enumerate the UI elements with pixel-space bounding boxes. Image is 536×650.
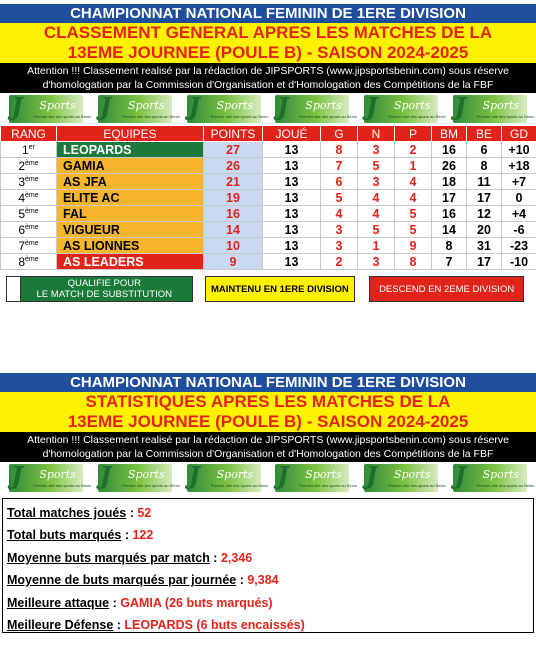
stat-label: Total matches joués — [7, 506, 127, 520]
rank-suffix: ème — [25, 159, 39, 167]
points-cell: 26 — [204, 158, 263, 174]
points-cell: 27 — [204, 142, 263, 158]
logo-brand: Sports — [482, 468, 520, 481]
team-cell: GAMIA — [57, 158, 204, 174]
team-cell: ELITE AC — [57, 190, 204, 206]
team-cell: VIGUEUR — [57, 222, 204, 238]
rank-cell — [1, 254, 57, 270]
goal-diff-cell: +7 — [502, 174, 536, 190]
rank-suffix: ème — [25, 191, 39, 199]
logo-brand: Sports — [305, 99, 342, 112]
jipsports-logo — [275, 92, 358, 123]
goals-for-cell: 16 — [432, 206, 467, 222]
played-cell: 13 — [263, 142, 321, 158]
wins-cell: 3 — [321, 238, 358, 254]
wins-cell: 2 — [321, 254, 358, 270]
table-row — [1, 222, 536, 238]
logo-tagline: Premier site des sports au Bénin — [33, 114, 92, 119]
rank-number: 6 — [18, 222, 26, 237]
stat-value: GAMIA (26 buts marqués) — [120, 595, 273, 610]
rank-number: 3 — [18, 174, 26, 189]
logo-mark-icon: J — [277, 461, 289, 490]
logo-brand: Sports — [216, 99, 254, 112]
stat-value: 52 — [137, 506, 152, 520]
losses-cell: 9 — [395, 238, 432, 254]
logo-brand: Sports — [393, 468, 431, 481]
rank-suffix: ème — [25, 223, 39, 231]
goals-for-cell: 7 — [432, 254, 467, 270]
draws-cell: 5 — [358, 222, 395, 238]
rank-number: 5 — [18, 206, 26, 221]
stat-value: 2,346 — [220, 550, 253, 565]
stat-value: 122 — [132, 528, 154, 543]
stat-line — [7, 547, 529, 569]
column-header: G — [321, 126, 358, 142]
goals-against-cell: 8 — [467, 158, 502, 174]
logo-mark-icon: J — [99, 92, 112, 121]
team-cell: FAL — [57, 206, 204, 222]
losses-cell: 5 — [395, 206, 432, 222]
points-cell: 14 — [204, 222, 263, 238]
legend-swatch — [7, 277, 21, 301]
losses-cell: 4 — [395, 174, 432, 190]
points-cell: 16 — [204, 206, 263, 222]
goals-against-cell: 20 — [467, 222, 502, 238]
stat-line — [7, 569, 529, 591]
jipsports-logo — [453, 92, 535, 123]
column-header: GD — [502, 126, 536, 142]
rank-suffix: ème — [25, 255, 39, 263]
jipsports-logo — [364, 92, 446, 123]
draws-cell: 4 — [358, 190, 395, 206]
goals-for-cell: 8 — [432, 238, 467, 254]
logo-mark-icon: J — [99, 461, 112, 490]
rank-cell — [1, 174, 57, 190]
stat-label: Moyenne de buts marqués par journée — [7, 573, 237, 588]
column-header: RANG — [1, 126, 57, 142]
rank-cell — [1, 142, 57, 158]
column-header: BM — [432, 126, 467, 142]
logo-brand: Sports — [39, 99, 76, 112]
table-row — [1, 254, 536, 270]
goal-diff-cell: -23 — [502, 238, 536, 254]
draws-cell: 1 — [358, 238, 395, 254]
logo-tagline: Premier site des sports au Bénin — [387, 483, 446, 488]
logo-tagline: Premier site des sports au Bénin — [210, 114, 269, 119]
standings-body — [1, 142, 536, 270]
wins-cell: 8 — [321, 142, 358, 158]
logo-strip-2 — [0, 462, 536, 494]
jipsports-logo — [187, 92, 269, 123]
goals-against-cell: 11 — [467, 174, 502, 190]
stat-separator: : — [209, 550, 221, 565]
rank-number: 2 — [18, 158, 26, 173]
logo-brand: Sports — [127, 99, 165, 112]
logo-brand: Sports — [305, 468, 342, 481]
rank-number: 4 — [18, 190, 26, 205]
standings-subtitle: CLASSEMENT GENERAL APRES LES MATCHES DE LA 13EME JOURNEE (POULE B) - SAISON 2024-2025 — [0, 23, 536, 63]
rank-number: 1 — [22, 142, 29, 157]
jipsports-logo — [275, 461, 358, 492]
stats-box — [2, 498, 534, 633]
rank-cell — [1, 238, 57, 254]
rank-suffix: ème — [25, 175, 39, 183]
goal-diff-cell: +18 — [502, 158, 536, 174]
rank-cell — [1, 206, 57, 222]
championship-title-2: CHAMPIONNAT NATIONAL FEMININ DE 1ERE DIVISION — [0, 373, 536, 392]
jipsports-logo — [98, 92, 180, 123]
wins-cell: 3 — [321, 222, 358, 238]
stat-line — [7, 502, 529, 524]
logo-tagline: Premier site des sports au Bénin — [476, 483, 535, 488]
stat-line — [7, 524, 529, 546]
logo-tagline: Premier site des sports au Bénin — [121, 483, 180, 488]
table-row — [1, 190, 536, 206]
table-row — [1, 206, 536, 222]
column-header: JOUÉ — [263, 126, 321, 142]
stat-label: Total buts marqués — [7, 528, 122, 543]
goals-against-cell: 31 — [467, 238, 502, 254]
logo-mark-icon: J — [365, 461, 378, 490]
jipsports-logo — [187, 461, 269, 492]
table-row — [1, 238, 536, 254]
jipsports-logo — [453, 461, 535, 492]
logo-strip — [0, 93, 536, 125]
logo-mark-icon: J — [454, 92, 466, 121]
rank-suffix: ème — [25, 239, 39, 247]
jipsports-logo — [9, 92, 92, 123]
goal-diff-cell: +4 — [502, 206, 536, 222]
table-row — [1, 158, 536, 174]
table-header-row — [1, 126, 536, 142]
wins-cell: 6 — [321, 174, 358, 190]
homologation-notice-2: Attention !!! Classement realisé par la rédaction de JIPSPORTS (www.jipsportsbenin.com) sous réserve d'homologation par la Commission d'Organisation et d'Homologation des Compétitions de la FBF — [0, 432, 536, 462]
stat-separator: : — [113, 618, 125, 633]
legend — [0, 273, 536, 305]
jipsports-logo — [9, 461, 92, 492]
stat-separator: : — [126, 506, 138, 520]
logo-tagline: Premier site des sports au Bénin — [121, 114, 180, 119]
logo-mark-icon: J — [11, 92, 23, 121]
played-cell: 13 — [263, 158, 321, 174]
draws-cell: 3 — [358, 174, 395, 190]
points-cell: 9 — [204, 254, 263, 270]
goals-against-cell: 6 — [467, 142, 502, 158]
logo-brand: Sports — [39, 468, 76, 481]
logo-mark-icon: J — [11, 461, 23, 490]
team-cell: AS LEADERS — [57, 254, 204, 270]
draws-cell: 3 — [358, 254, 395, 270]
statistics-subtitle: STATISTIQUES APRES LES MATCHES DE LA 13EME JOURNEE (POULE B) - SAISON 2024-2025 — [0, 392, 536, 432]
team-cell: LEOPARDS — [57, 142, 204, 158]
logo-brand: Sports — [127, 468, 165, 481]
jipsports-logo — [364, 461, 446, 492]
stat-separator: : — [109, 595, 121, 610]
wins-cell: 7 — [321, 158, 358, 174]
logo-brand: Sports — [393, 99, 431, 112]
stat-line — [7, 614, 529, 636]
rank-suffix: er — [28, 143, 35, 151]
goals-for-cell: 26 — [432, 158, 467, 174]
wins-cell: 5 — [321, 190, 358, 206]
played-cell: 13 — [263, 174, 321, 190]
goals-against-cell: 17 — [467, 190, 502, 206]
column-header: POINTS — [204, 126, 263, 142]
standings-section — [0, 4, 536, 305]
logo-brand: Sports — [482, 99, 520, 112]
statistics-section — [0, 373, 536, 633]
points-cell: 19 — [204, 190, 263, 206]
points-cell: 21 — [204, 174, 263, 190]
logo-tagline: Premier site des sports au Bénin — [476, 114, 535, 119]
wins-cell: 4 — [321, 206, 358, 222]
stat-separator: : — [121, 528, 133, 543]
logo-tagline: Premier site des sports au Bénin — [387, 114, 446, 119]
goal-diff-cell: -6 — [502, 222, 536, 238]
goals-against-cell: 12 — [467, 206, 502, 222]
points-cell: 10 — [204, 238, 263, 254]
table-row — [1, 174, 536, 190]
goals-against-cell: 17 — [467, 254, 502, 270]
losses-cell: 5 — [395, 222, 432, 238]
logo-mark-icon: J — [188, 92, 200, 121]
goals-for-cell: 14 — [432, 222, 467, 238]
legend-relegated: DESCEND EN 2EME DIVISION — [369, 276, 524, 302]
stat-label: Meilleure attaque — [7, 595, 110, 610]
rank-number: 7 — [18, 238, 26, 253]
played-cell: 13 — [263, 238, 321, 254]
team-cell: AS JFA — [57, 174, 204, 190]
draws-cell: 3 — [358, 142, 395, 158]
championship-title: CHAMPIONNAT NATIONAL FEMININ DE 1ERE DIVISION — [0, 4, 536, 23]
logo-tagline: Premier site des sports au Bénin — [299, 114, 358, 119]
team-cell: AS LIONNES — [57, 238, 204, 254]
losses-cell: 4 — [395, 190, 432, 206]
stat-line — [7, 592, 529, 614]
stat-value: 9,384 — [247, 573, 279, 588]
logo-brand: Sports — [216, 468, 254, 481]
legend-qualified: QUALIFIE POUR LE MATCH DE SUBSTITUTION — [6, 276, 193, 302]
stat-label: Moyenne buts marqués par match — [7, 550, 210, 565]
logo-mark-icon: J — [365, 92, 378, 121]
goals-for-cell: 16 — [432, 142, 467, 158]
logo-tagline: Premier site des sports au Bénin — [210, 483, 269, 488]
stat-separator: : — [236, 573, 248, 588]
losses-cell: 8 — [395, 254, 432, 270]
logo-mark-icon: J — [454, 461, 466, 490]
losses-cell: 1 — [395, 158, 432, 174]
logo-mark-icon: J — [277, 92, 289, 121]
draws-cell: 5 — [358, 158, 395, 174]
homologation-notice: Attention !!! Classement realisé par la rédaction de JIPSPORTS (www.jipsportsbenin.com) sous réserve d'homologation par la Commission d'Organisation et d'Homologation des Compétitions de la FBF — [0, 63, 536, 93]
goals-for-cell: 18 — [432, 174, 467, 190]
table-row — [1, 142, 536, 158]
rank-number: 8 — [18, 254, 26, 269]
draws-cell: 4 — [358, 206, 395, 222]
legend-maintained: MAINTENU EN 1ERE DIVISION — [205, 276, 356, 302]
stat-value: LEOPARDS (6 buts encaissés) — [124, 618, 305, 633]
played-cell: 13 — [263, 206, 321, 222]
column-header: P — [395, 126, 432, 142]
rank-cell — [1, 222, 57, 238]
goals-for-cell: 17 — [432, 190, 467, 206]
column-header: BE — [467, 126, 502, 142]
goal-diff-cell: -10 — [502, 254, 536, 270]
goal-diff-cell: +10 — [502, 142, 536, 158]
played-cell: 13 — [263, 190, 321, 206]
stat-label: Meilleure Défense — [7, 618, 114, 633]
column-header: EQUIPES — [57, 126, 204, 142]
logo-mark-icon: J — [188, 461, 200, 490]
losses-cell: 2 — [395, 142, 432, 158]
played-cell: 13 — [263, 222, 321, 238]
jipsports-logo — [98, 461, 180, 492]
rank-cell — [1, 190, 57, 206]
column-header: N — [358, 126, 395, 142]
rank-cell — [1, 158, 57, 174]
standings-table — [0, 125, 536, 270]
played-cell: 13 — [263, 254, 321, 270]
goal-diff-cell: 0 — [502, 190, 536, 206]
rank-suffix: ème — [25, 207, 39, 215]
logo-tagline: Premier site des sports au Bénin — [33, 483, 92, 488]
logo-tagline: Premier site des sports au Bénin — [299, 483, 358, 488]
